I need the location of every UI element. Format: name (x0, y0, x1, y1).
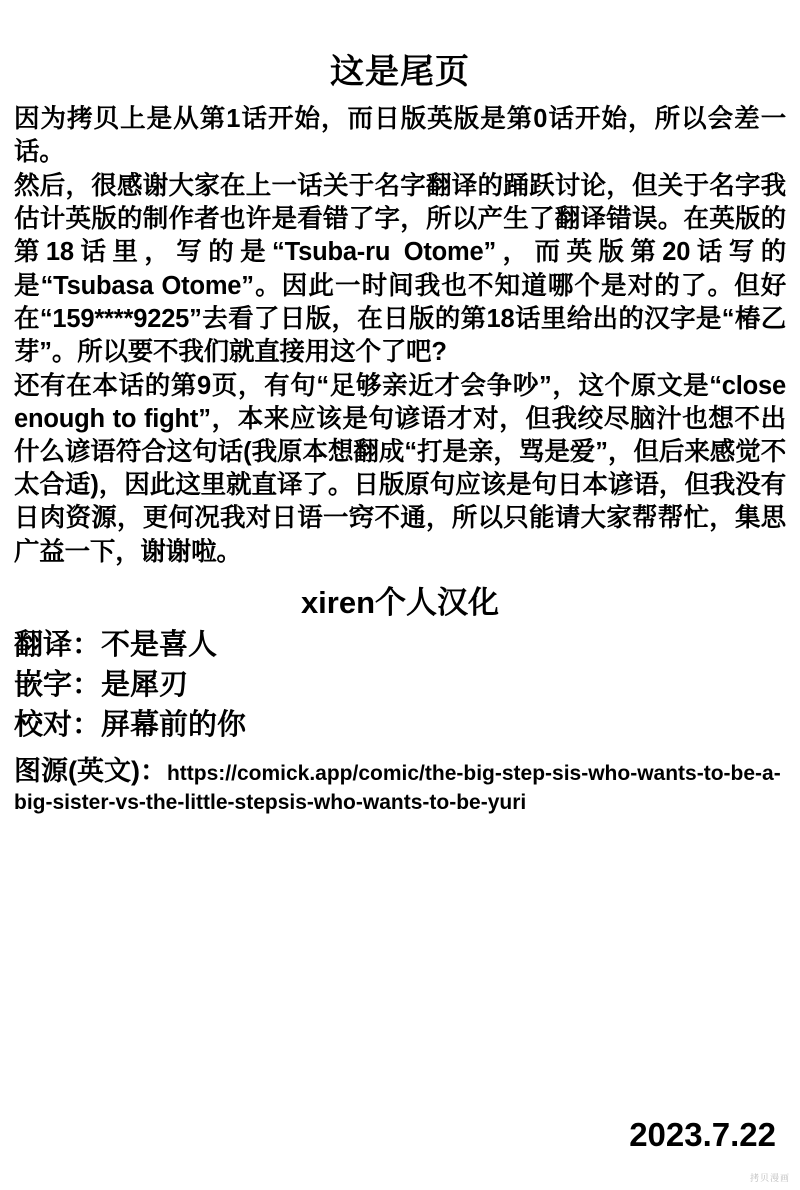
end-page (0, 52, 800, 1190)
credit-typesetter: 嵌字：是犀刃 (14, 669, 189, 702)
credit-group-title: xiren个人汉化 (300, 584, 500, 620)
watermark: 拷贝漫画 (749, 1173, 790, 1183)
paragraph-1: 因为拷贝上是从第1话开始，而日版英版是第0话开始，所以会差一话。 (14, 104, 786, 166)
paragraph-2: 然后，很感谢大家在上一话关于名字翻译的踊跃讨论，但关于名字我估计英版的制作者也许是看错了字，所以产生了翻译错误。在英版的第18话里，写的是“Tsuba-ru Otome”，而英版第20话写的是“Tsubasa Otome”。因此一时间我也不知道哪个是对的了。但好在“159****9225”去看了日版，在日版的第18话里给出的汉字是“椿乙芽”。所以要不我们就直接用这个了吧? (14, 172, 786, 366)
credit-proofreader: 校对：屏幕前的你 (14, 709, 247, 742)
source-url: https://comick.app/comic/the-big-step-sis-who-wants-to-be-a-big-sister-vs-the-little-stepsis-who-wants-to-be-yuri (14, 761, 781, 814)
date-stamp: 2023.7.22 (629, 1116, 776, 1153)
body-text (14, 103, 786, 569)
credit-translator: 翻译：不是喜人 (14, 628, 218, 661)
page-title: 这是尾页 (330, 53, 470, 91)
paragraph-3: 还有在本话的第9页，有句“足够亲近才会争吵”，这个原文是“close enough to fight”，本来应该是句谚语才对，但我绞尽脑汁也想不出什么谚语符合这句话(我原本想翻成“打是亲，骂是爱”，但后来感觉不太合适)，因此这里就直译了。日版原句应该是句日本谚语，但我没有日肉资源，更何况我对日语一窍不通，所以只能请大家帮帮忙，集思广益一下，谢谢啦。 (14, 371, 786, 566)
source-block (14, 753, 786, 817)
source-label: 图源(英文)： (14, 755, 167, 786)
